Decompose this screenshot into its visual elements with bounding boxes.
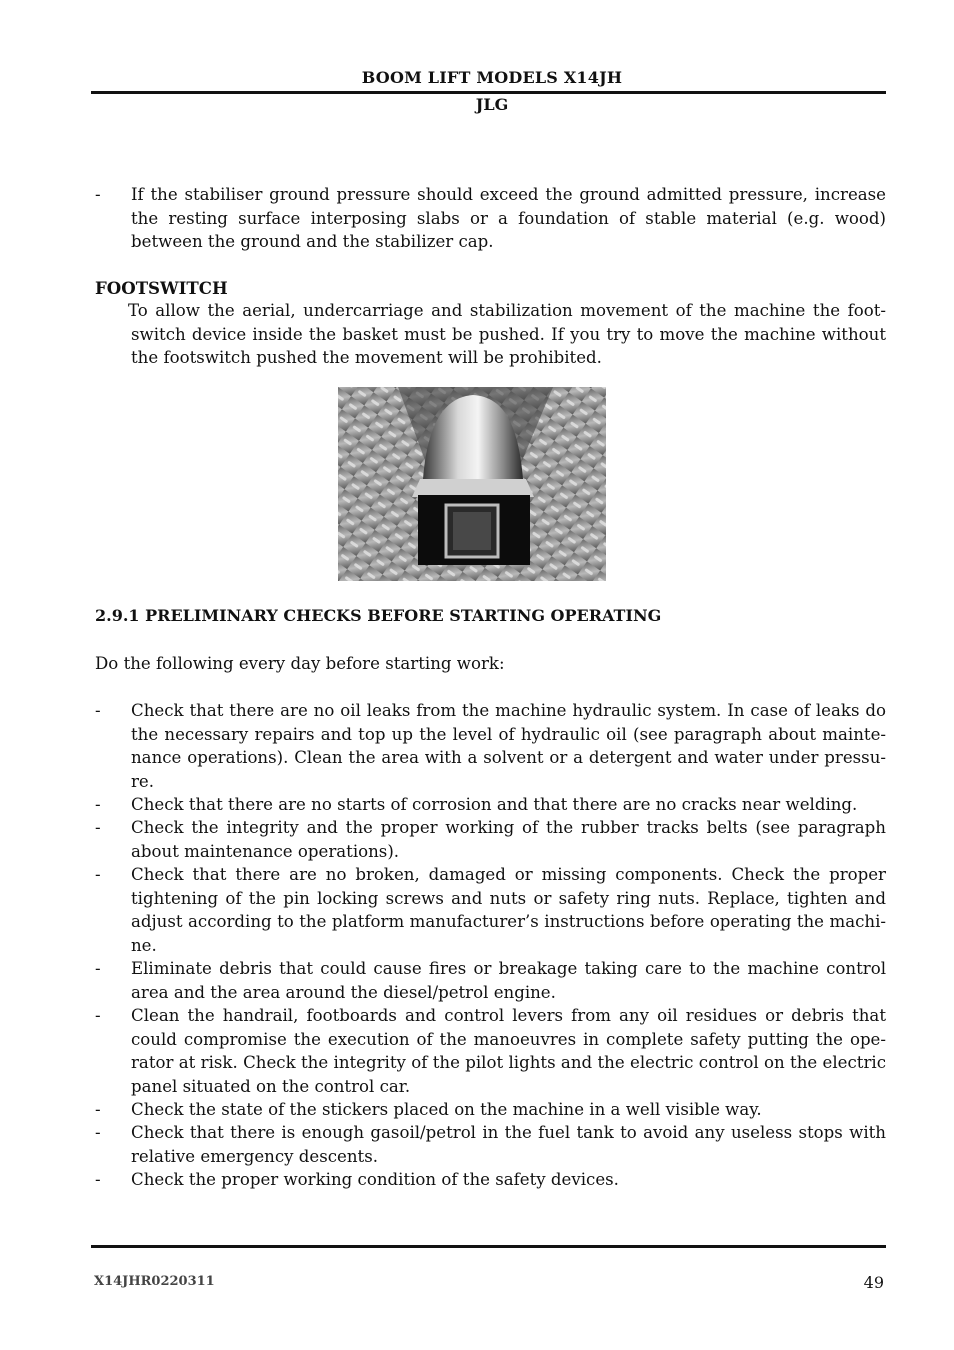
footer-rule <box>91 1245 886 1248</box>
footswitch-paragraph: To allow the aerial, undercarriage and stabilization movement of the machine the foot-switch device inside the basket must be pushed. If you try to move the machine without the footswitch pushed the movement will be prohibited. <box>128 301 886 367</box>
bullet-dash: - <box>95 959 101 978</box>
bullet-text: Check that there are no oil leaks from the machine hydraulic system. In case of leaks do the necessary repairs and top up the level of hydraulic oil (see paragraph about mainte-nance operations). Clean the area with a solvent or a detergent and water under pressu-re. <box>131 701 886 791</box>
list-item <box>95 793 886 817</box>
page-header-title: BOOM LIFT MODELS X14JH <box>361 68 623 87</box>
bullet-dash: - <box>95 701 101 720</box>
list-item <box>95 816 886 863</box>
list-item <box>95 1121 886 1168</box>
bullet-text: Check the proper working condition of the safety devices. <box>131 1170 619 1189</box>
bullet-dash: - <box>95 1006 101 1025</box>
bullet-dash: - <box>95 185 101 204</box>
section-intro: Do the following every day before starting work: <box>95 654 505 673</box>
list-item <box>95 957 886 1004</box>
bullet-dash: - <box>95 795 101 814</box>
bullet-text: Check that there are no broken, damaged or missing components. Check the proper tightening of the pin locking screws and nuts or safety ring nuts. Replace, tighten and adjust according to the platform manufacturer’s instructions before operating the machi-ne. <box>131 865 886 955</box>
intro-bullet <box>95 183 886 254</box>
bullet-text: Clean the handrail, footboards and control levers from any oil residues or debris that could compromise the execution of the manoeuvres in complete safety putting the ope-rator at risk. Check the integrity of the pilot lights and the electric control on the electric panel situated on the control car. <box>131 1006 886 1096</box>
header-rule <box>91 91 886 94</box>
list-item <box>95 1168 886 1192</box>
bullet-text: Check the state of the stickers placed on the machine in a well visible way. <box>131 1100 762 1119</box>
document-code: X14JHR0220311 <box>94 1274 215 1289</box>
list-item <box>95 1098 886 1122</box>
bullet-dash: - <box>95 865 101 884</box>
page-number: 49 <box>863 1273 884 1292</box>
bullet-dash: - <box>95 1123 101 1142</box>
list-item <box>95 1004 886 1098</box>
section-heading: 2.9.1 PRELIMINARY CHECKS BEFORE STARTING OPERATING <box>95 606 662 625</box>
list-item <box>95 863 886 957</box>
bullet-text: Check that there is enough gasoil/petrol in the fuel tank to avoid any useless stops with relative emergency descents. <box>131 1123 886 1166</box>
bullet-text: Eliminate debris that could cause fires or breakage taking care to the machine control area and the area around the diesel/petrol engine. <box>131 959 886 1002</box>
bullet-text: Check the integrity and the proper working of the rubber tracks belts (see paragraph about maintenance operations). <box>131 818 886 861</box>
bullet-text: Check that there are no starts of corrosion and that there are no cracks near welding. <box>131 795 858 814</box>
footswitch-heading: FOOTSWITCH <box>95 278 228 298</box>
footswitch-photo <box>338 387 606 581</box>
bullet-dash: - <box>95 1170 101 1189</box>
bullet-dash: - <box>95 1100 101 1119</box>
bullet-text: If the stabiliser ground pressure should exceed the ground admitted pressure, increase the resting surface interposing slabs or a foundation of stable material (e.g. wood) between the ground and the stabilizer cap. <box>131 185 886 251</box>
list-item <box>95 699 886 793</box>
page-header-subtitle: JLG <box>475 95 509 114</box>
bullet-dash: - <box>95 818 101 837</box>
